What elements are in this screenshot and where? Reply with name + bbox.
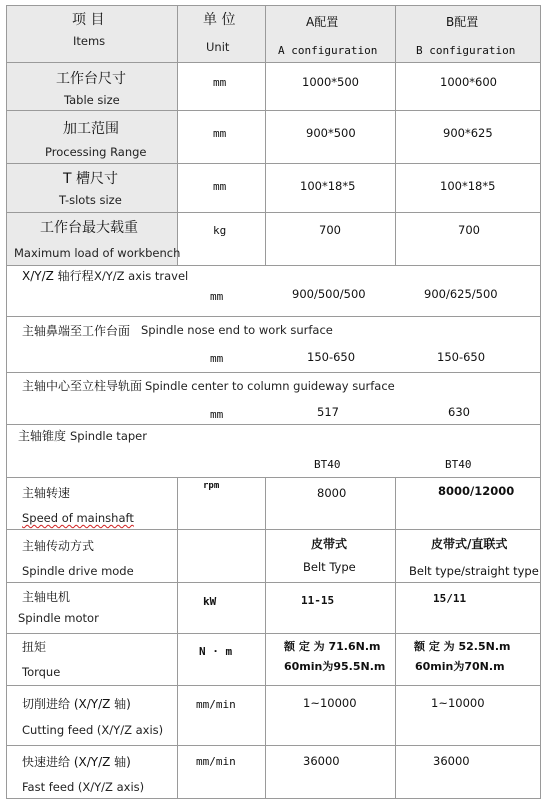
row-a-value: 1~10000 <box>303 696 357 710</box>
row-a-value: 1000*500 <box>302 75 359 89</box>
grid-line <box>6 372 541 373</box>
header-b-en: B configuration <box>416 44 516 57</box>
row-item-en: Spindle nose end to work surface <box>141 323 333 337</box>
grid-line <box>265 477 266 799</box>
header-items-en: Items <box>73 34 106 48</box>
row-item-cn: 主轴转速 <box>22 486 71 500</box>
row-unit: kg <box>213 224 227 237</box>
row-item-en: X/Y/Z axis travel <box>94 269 189 283</box>
grid-line <box>395 477 396 799</box>
row-b-value-2: 60min为70N.m <box>415 660 505 673</box>
row-b-value: 630 <box>448 405 470 419</box>
row-b-value: BT40 <box>445 458 472 471</box>
row-unit: kW <box>203 595 217 608</box>
row-unit: mm <box>210 290 224 303</box>
row-b-value: 900/625/500 <box>424 287 498 301</box>
grid-line <box>6 633 541 634</box>
row-b-value: 1~10000 <box>431 696 485 710</box>
row-b-value: 8000/12000 <box>438 484 515 498</box>
row-a-value: 36000 <box>303 754 340 768</box>
row-item-cn: 快速进给 (X/Y/Z 轴) <box>22 755 131 769</box>
row-item-cn: 扭矩 <box>22 640 47 654</box>
row-a-value: 100*18*5 <box>300 179 356 193</box>
grid-line <box>6 745 541 746</box>
grid-line <box>6 529 541 530</box>
row-item-cn: X/Y/Z 轴行程 <box>22 269 94 283</box>
grid-line <box>177 477 178 799</box>
row-a-value: 700 <box>319 223 341 237</box>
row-b-value: 700 <box>458 223 480 237</box>
row-b-value: 100*18*5 <box>440 179 496 193</box>
row-b-value: 额 定 为 52.5N.m <box>414 640 511 653</box>
row-b-value: Belt type/straight type <box>409 564 539 578</box>
row-a-value: 150-650 <box>307 350 356 364</box>
row-item-cn: T 槽尺寸 <box>63 171 119 187</box>
header-a-cn: A配置 <box>306 15 339 29</box>
header-unit-en: Unit <box>206 40 230 54</box>
grid-line <box>6 5 541 6</box>
row-b-value: 150-650 <box>437 350 486 364</box>
row-item-cn: 加工范围 <box>63 121 119 137</box>
row-item-en: T-slots size <box>59 193 122 207</box>
header-a-en: A configuration <box>278 44 378 57</box>
grid-line <box>6 110 541 111</box>
row-unit: N · m <box>199 645 233 658</box>
grid-line <box>6 62 541 63</box>
row-a-value: 900/500/500 <box>292 287 366 301</box>
row-unit: mm/min <box>196 755 236 768</box>
row-item-en: Spindle taper <box>70 429 147 443</box>
spec-table <box>6 5 541 799</box>
row-item-en: Torque <box>22 665 61 679</box>
row-item-en: Maximum load of workbench <box>14 246 181 260</box>
grid-line <box>6 685 541 686</box>
row-a-value: Belt Type <box>303 560 356 574</box>
row-a-value: 900*500 <box>306 126 356 140</box>
row-item-cn: 主轴中心至立柱导轨面 <box>22 379 143 393</box>
row-item-cn: 主轴电机 <box>22 590 71 604</box>
row-item-en: Table size <box>64 93 120 107</box>
grid-line <box>6 163 541 164</box>
row-unit: rpm <box>203 481 220 491</box>
header-b-cn: B配置 <box>446 15 479 29</box>
row-b-value: 900*625 <box>443 126 493 140</box>
row-item-cn: 切削进给 (X/Y/Z 轴) <box>22 697 131 711</box>
row-item-en: Spindle motor <box>18 611 99 625</box>
row-item-en: Fast feed (X/Y/Z axis) <box>22 780 145 794</box>
row-item-en: Processing Range <box>45 145 147 159</box>
row-unit: mm <box>210 352 224 365</box>
row-a-value: 517 <box>317 405 339 419</box>
header-unit-cn: 单 位 <box>203 12 236 28</box>
grid-line <box>177 5 178 266</box>
grid-line <box>395 5 396 266</box>
row-item-cn: 主轴锥度 <box>18 429 67 443</box>
grid-line <box>6 316 541 317</box>
row-unit: mm <box>210 408 224 421</box>
row-unit: mm/min <box>196 698 236 711</box>
row-a-cn-value: 皮带式 <box>311 537 348 551</box>
grid-line <box>6 212 541 213</box>
row-unit: mm <box>213 127 227 140</box>
row-item-en: Spindle drive mode <box>22 564 134 578</box>
row-unit: mm <box>213 76 227 89</box>
grid-line <box>265 5 266 266</box>
grid-line <box>6 265 541 266</box>
row-item-en: Cutting feed (X/Y/Z axis) <box>22 723 164 737</box>
row-a-value: BT40 <box>314 458 341 471</box>
row-b-value: 1000*600 <box>440 75 497 89</box>
grid-line <box>6 5 7 799</box>
row-item-en: Speed of mainshaft <box>22 511 134 525</box>
row-a-value-2: 60min为95.5N.m <box>284 660 386 673</box>
row-b-value: 36000 <box>433 754 470 768</box>
row-a-value: 额 定 为 71.6N.m <box>284 640 381 653</box>
row-item-en: Spindle center to column guideway surface <box>145 379 395 393</box>
row-unit: mm <box>213 180 227 193</box>
header-items-cn: 项 目 <box>72 12 105 28</box>
row-item-cn: 主轴传动方式 <box>22 539 95 553</box>
row-a-value: 11-15 <box>301 594 335 607</box>
row-a-value: 8000 <box>317 486 347 500</box>
row-b-value: 15/11 <box>433 592 467 605</box>
row-item-cn: 工作台最大载重 <box>40 220 138 236</box>
grid-line <box>6 582 541 583</box>
row-item-cn: 工作台尺寸 <box>56 71 126 87</box>
grid-line <box>540 5 541 799</box>
grid-line <box>6 424 541 425</box>
row-item-cn: 主轴鼻端至工作台面 <box>22 324 131 338</box>
grid-line <box>6 477 541 478</box>
row-b-cn-value: 皮带式/直联式 <box>431 537 508 551</box>
grid-line <box>6 798 541 799</box>
